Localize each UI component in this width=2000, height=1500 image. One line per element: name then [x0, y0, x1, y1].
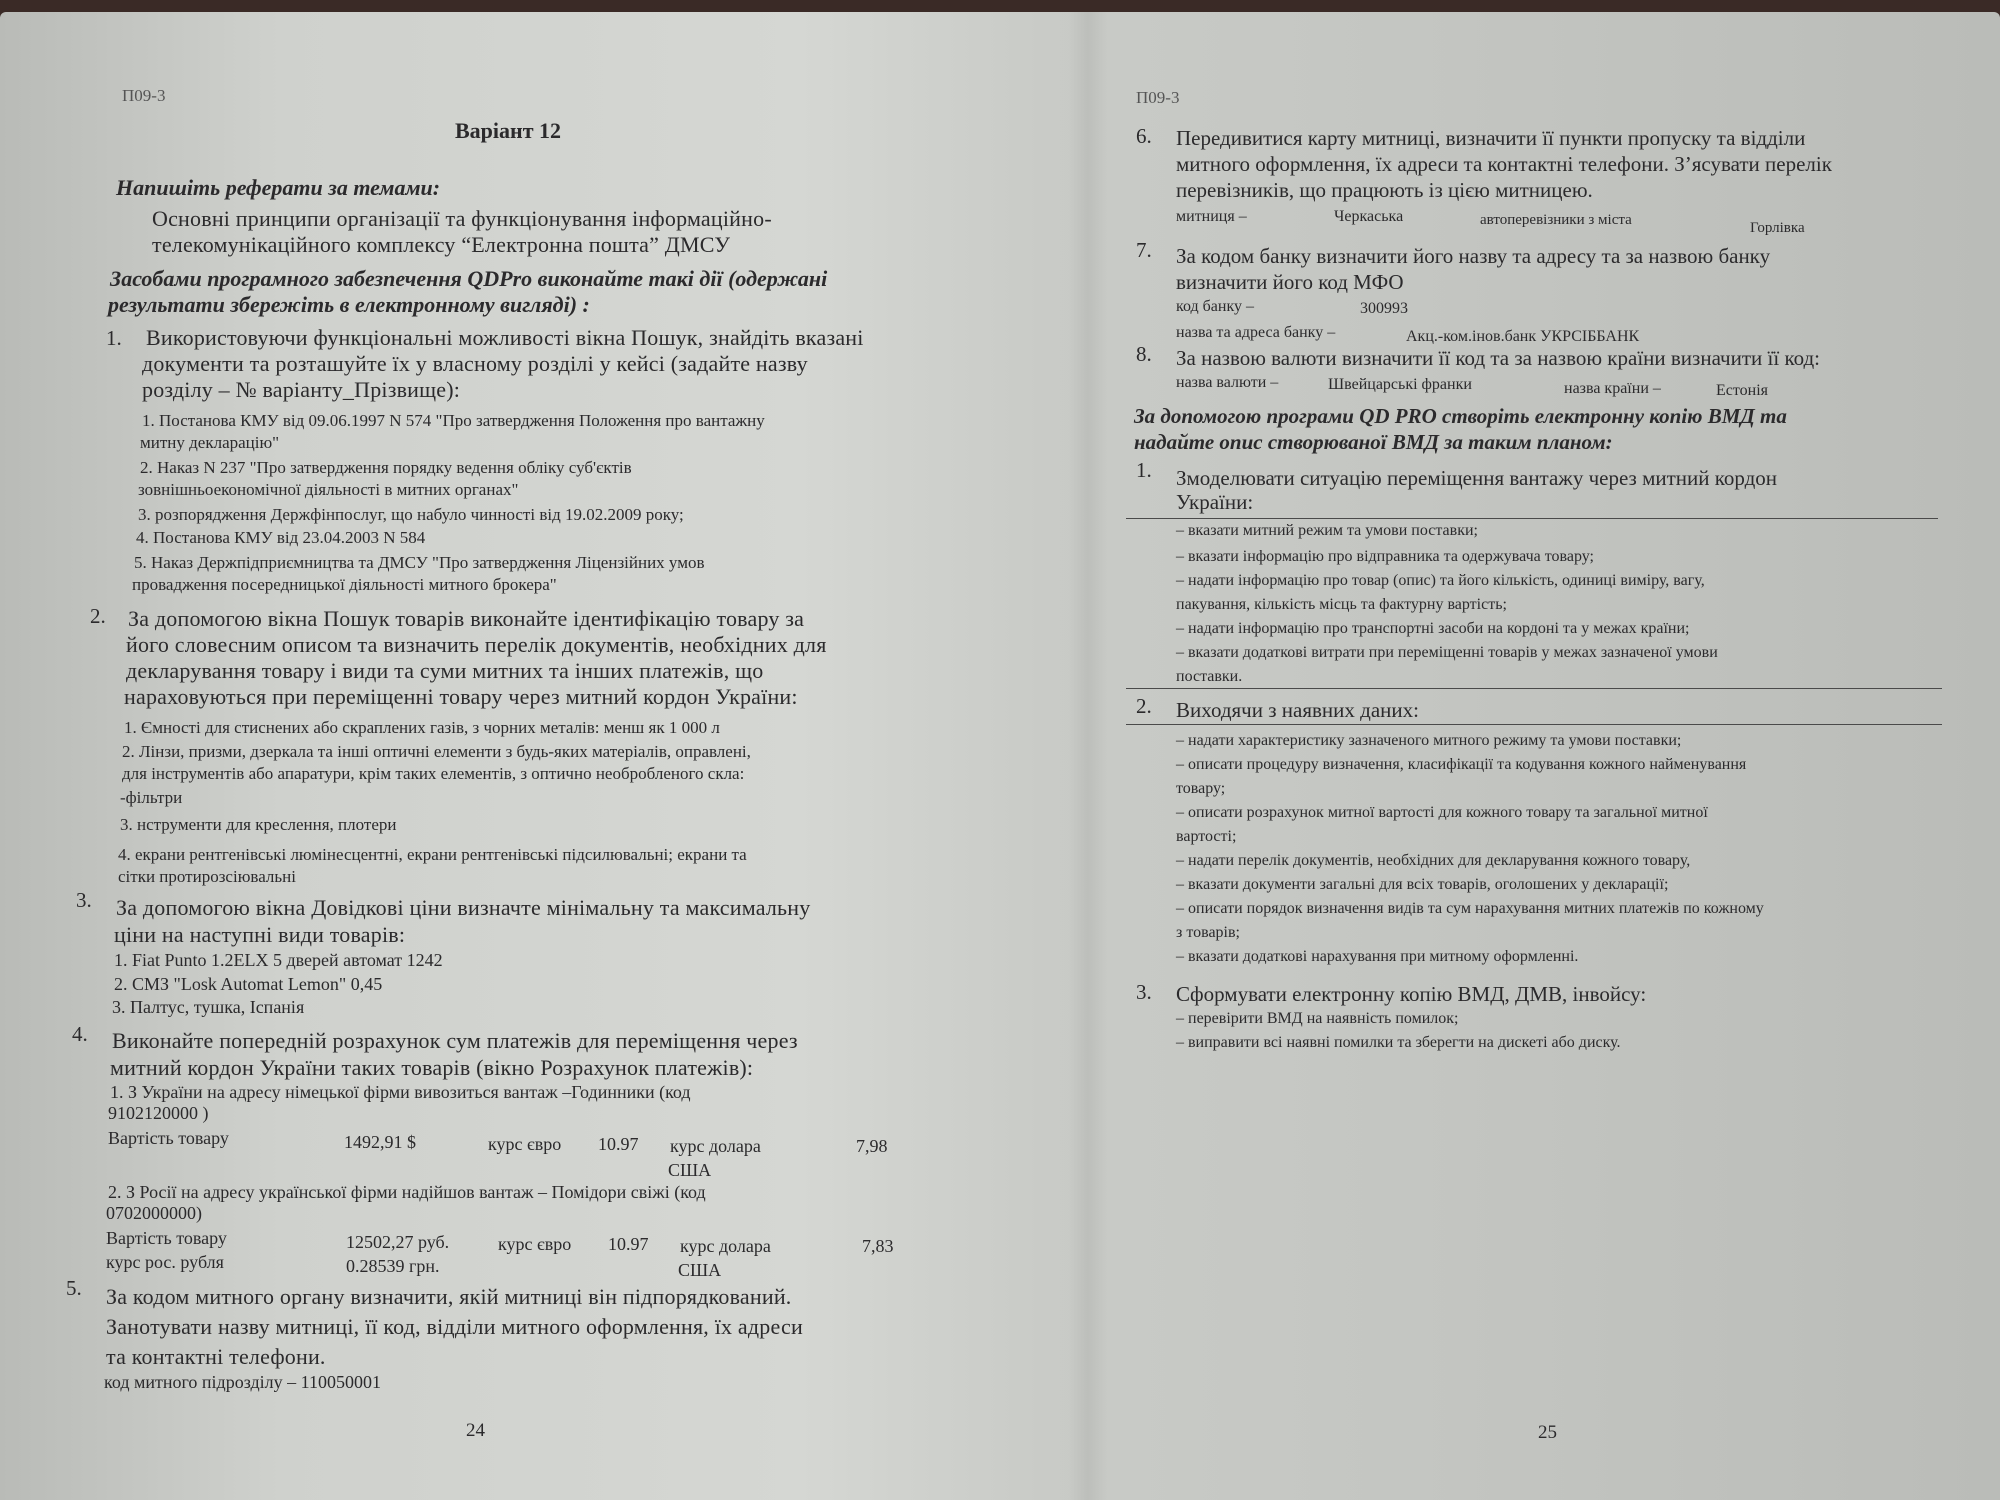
task-line: визначити його код МФО — [1176, 270, 1404, 294]
task-line: Використовуючи функціональні можливості вікна Пошук, знайдіть вказані — [146, 325, 864, 350]
task-line: перевізників, що працюють із цією митницею. — [1176, 178, 1593, 202]
page-header: П09-3 — [1136, 88, 1180, 107]
usd-label: курс долара — [670, 1136, 761, 1156]
book-spread — [0, 12, 2000, 1500]
task-line: документи та розташуйте їх у власному розділі у кейсі (задайте назву — [142, 351, 808, 376]
customs-name: Черкаська — [1334, 208, 1404, 225]
plan-line: Виходячи з наявних даних: — [1176, 698, 1419, 722]
plan-item: – вказати додаткові нарахування при митному оформленні. — [1176, 948, 1579, 965]
plan-item: – описати порядок визначення видів та сум нарахування митних платежів по кожному — [1176, 900, 1764, 917]
task-item: 4. екрани рентгенівські люмінесцентні, екрани рентгенівські підсилювальні; екрани та — [118, 845, 747, 864]
task-line: його словесним описом та визначить перелік документів, необхідних для — [126, 632, 827, 657]
task-item: 2. СМЗ "Losk Automat Lemon" 0,45 — [114, 974, 383, 994]
task-line: митного оформлення, їх адреси та контактні телефони. З’ясувати перелік — [1176, 152, 1832, 176]
variant-title: Варіант 12 — [455, 118, 562, 143]
value-label: Вартість товару — [106, 1228, 227, 1248]
euro-rate: 10.97 — [608, 1234, 649, 1254]
plan-item: – надати характеристику зазначеного митного режиму та умови поставки; — [1176, 732, 1682, 749]
plan-line: Змоделювати ситуацію переміщення вантажу через митний кордон — [1176, 466, 1778, 490]
plan-item: – виправити всі наявні помилки та зберегти на дискеті або диску. — [1176, 1034, 1621, 1051]
plan-number: 2. — [1136, 694, 1152, 718]
task-number: 4. — [72, 1022, 88, 1046]
page-number: 25 — [1538, 1422, 1557, 1443]
task-line: За кодом митного органу визначити, якій митниці він підпорядкований. — [106, 1284, 792, 1309]
usd-label-country: США — [668, 1160, 712, 1180]
plan-item: – перевірити ВМД на наявність помилок; — [1176, 1010, 1459, 1027]
essay-topic-line: телекомунікаційного комплексу “Електронна пошта” ДМСУ — [152, 232, 731, 257]
task-item: 3. нструменти для креслення, плотери — [120, 815, 397, 834]
euro-label: курс євро — [488, 1134, 562, 1154]
essay-topic-line: Основні принципи організації та функціонування інформаційно- — [152, 206, 772, 231]
case-line: 2. З Росії на адресу української фірми надійшов вантаж – Помідори свіжі (код — [108, 1182, 706, 1202]
task-item: сітки протирозсіювальні — [118, 867, 296, 886]
case-line: 9102120000 ) — [108, 1103, 209, 1123]
country-name: Естонія — [1716, 382, 1769, 399]
qdpro-heading: результати збережіть в електронному вигляді) : — [108, 292, 590, 317]
task-item: 1. Ємності для стиснених або скраплених газів, з чорних металів: менш як 1 000 л — [124, 718, 720, 737]
case-line: 0702000000) — [106, 1203, 202, 1223]
bank-code: 300993 — [1360, 300, 1408, 317]
plan-line: України: — [1176, 490, 1254, 514]
field-label: назва та адреса банку – — [1176, 324, 1336, 341]
task-line: Занотувати назву митниці, її код, відділи митного оформлення, їх адреси — [106, 1314, 803, 1339]
task-line: ціни на наступні види товарів: — [114, 922, 406, 947]
plan-item: – вказати митний режим та умови поставки; — [1176, 522, 1478, 539]
divider-line — [1126, 724, 1942, 725]
vmd-heading: За допомогою програми QD PRO створіть електронну копію ВМД та — [1134, 404, 1787, 428]
vmd-heading: надайте опис створюваної ВМД за таким планом: — [1134, 430, 1613, 454]
task-line: За допомогою вікна Довідкові ціни визначте мінімальну та максимальну — [116, 895, 811, 920]
task-item: 3. розпорядження Держфінпослуг, що набуло чинності від 19.02.2009 року; — [138, 505, 684, 524]
task-line: Виконайте попередній розрахунок сум платежів для переміщення через — [112, 1028, 798, 1053]
task-item: 1. Постанова КМУ від 09.06.1997 N 574 "Про затвердження Положення про вантажну — [142, 411, 765, 430]
field-label: автоперевізники з міста — [1480, 212, 1632, 228]
plan-item: – вказати додаткові витрати при переміщенні товарів у межах зазначеної умови — [1176, 644, 1718, 661]
task-line: розділу – № варіанту_Прізвище): — [142, 377, 461, 402]
task-line: митний кордон України таких товарів (вікно Розрахунок платежів): — [110, 1055, 754, 1080]
plan-item: поставки. — [1176, 668, 1243, 685]
task-number: 6. — [1136, 124, 1152, 148]
plan-item: з товарів; — [1176, 924, 1240, 941]
task-item: 1. Fiat Punto 1.2ELX 5 дверей автомат 1242 — [114, 950, 443, 970]
task-line: За кодом банку визначити його назву та адресу та за назвою банку — [1176, 244, 1771, 268]
rub-label: курс рос. рубля — [106, 1252, 224, 1272]
task-item: зовнішньоекономічної діяльності в митних органах" — [138, 480, 519, 499]
value-amount: 12502,27 руб. — [346, 1232, 450, 1252]
usd-label: курс долара — [680, 1236, 771, 1256]
rub-rate: 0.28539 грн. — [346, 1256, 440, 1276]
euro-label: курс євро — [498, 1234, 572, 1254]
field-label: код банку – — [1176, 298, 1254, 315]
task-number: 5. — [66, 1276, 82, 1300]
task-number: 7. — [1136, 238, 1152, 262]
right-page — [1080, 12, 2000, 1500]
plan-item: – надати перелік документів, необхідних для декларування кожного товару, — [1176, 852, 1691, 869]
divider-line — [1126, 688, 1942, 689]
task-number: 1. — [106, 326, 122, 350]
plan-line: Сформувати електронну копію ВМД, ДМВ, інвойсу: — [1176, 982, 1647, 1006]
plan-item: пакування, кількість місць та фактурну вартість; — [1176, 596, 1507, 613]
task-item: 5. Наказ Держпідприємництва та ДМСУ "Про затвердження Ліцензійних умов — [134, 553, 705, 572]
task-line: нараховуються при переміщенні товару через митний кордон України: — [124, 684, 798, 709]
task-line: та контактні телефони. — [106, 1344, 326, 1369]
task-item: 2. Наказ N 237 "Про затвердження порядку ведення обліку суб'єктів — [140, 458, 632, 477]
field-label: назва країни – — [1564, 380, 1661, 397]
task-item: 2. Лінзи, призми, дзеркала та інші оптичні елементи з будь-яких матеріалів, оправлені, — [122, 742, 751, 761]
task-line: декларування товару і види та суми митних та інших платежів, що — [126, 658, 764, 683]
essay-heading: Напишіть реферати за темами: — [116, 175, 441, 200]
carrier-city: Горлівка — [1750, 220, 1805, 236]
euro-rate: 10.97 — [598, 1134, 639, 1154]
currency-name: Швейцарські франки — [1328, 376, 1472, 393]
plan-item: – описати процедуру визначення, класифікації та кодування кожного найменування — [1176, 756, 1747, 773]
customs-unit-code: код митного підрозділу – 110050001 — [104, 1372, 381, 1392]
task-number: 3. — [76, 888, 92, 912]
plan-item: товару; — [1176, 780, 1226, 797]
qdpro-heading: Засобами програмного забезпечення QDPro виконайте такі дії (одержані — [110, 266, 828, 291]
task-item: 3. Палтус, тушка, Іспанія — [112, 997, 305, 1017]
plan-item: – описати розрахунок митної вартості для кожного товару та загальної митної — [1176, 804, 1708, 821]
task-item: 4. Постанова КМУ від 23.04.2003 N 584 — [136, 528, 426, 547]
page-number: 24 — [466, 1420, 485, 1441]
bank-name: Акц.-ком.інов.банк УКРСІББАНК — [1406, 328, 1640, 345]
plan-item: вартості; — [1176, 828, 1237, 845]
divider-line — [1126, 518, 1938, 519]
plan-number: 3. — [1136, 980, 1152, 1004]
value-amount: 1492,91 $ — [344, 1132, 416, 1152]
task-item: для інструментів або апаратури, крім таких елементів, з оптично необробленого скла: — [122, 764, 745, 783]
task-item: провадження посередницької діяльності митного брокера" — [132, 575, 557, 594]
page-header: П09-3 — [122, 86, 166, 105]
usd-rate: 7,83 — [862, 1236, 894, 1256]
left-page — [0, 12, 1080, 1500]
plan-number: 1. — [1136, 458, 1152, 482]
usd-label-country: США — [678, 1260, 722, 1280]
plan-item: – надати інформацію про товар (опис) та його кількість, одиниці виміру, вагу, — [1176, 572, 1705, 589]
field-label: назва валюти – — [1176, 374, 1279, 391]
task-item: -фільтри — [120, 788, 183, 807]
task-number: 2. — [90, 604, 106, 628]
task-line: За допомогою вікна Пошук товарів виконайте ідентифікацію товару за — [128, 606, 805, 631]
case-line: 1. З України на адресу німецької фірми вивозиться вантаж –Годинники (код — [110, 1082, 691, 1102]
plan-item: – вказати документи загальні для всіх товарів, оголошених у декларації; — [1176, 876, 1669, 893]
usd-rate: 7,98 — [856, 1136, 888, 1156]
task-line: Передивитися карту митниці, визначити її пункти пропуску та відділи — [1176, 126, 1806, 150]
task-number: 8. — [1136, 342, 1152, 366]
value-label: Вартість товару — [108, 1128, 229, 1148]
plan-item: – надати інформацію про транспортні засоби на кордоні та у межах країни; — [1176, 620, 1690, 637]
field-label: митниця – — [1176, 208, 1247, 225]
task-item: митну декларацію" — [140, 433, 280, 452]
task-line: За назвою валюти визначити її код та за назвою країни визначити її код: — [1176, 346, 1820, 370]
plan-item: – вказати інформацію про відправника та одержувача товару; — [1176, 548, 1594, 565]
